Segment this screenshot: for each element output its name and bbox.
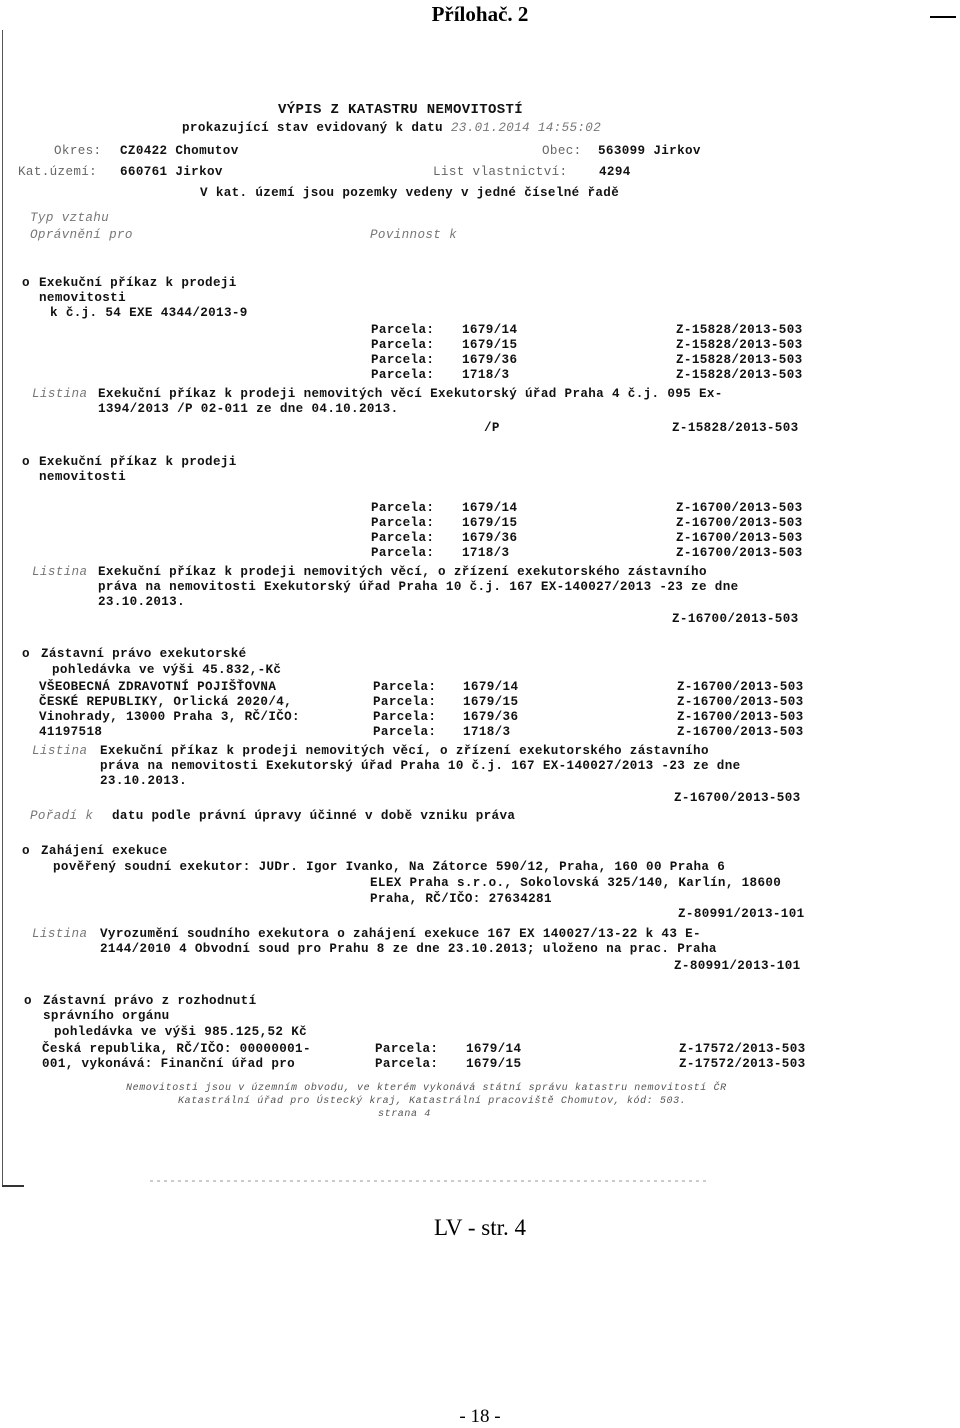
lv-label: List vlastnictví: — [433, 165, 568, 179]
s5-r1-ref: Z-17572/2013-503 — [679, 1057, 806, 1071]
s2-r0-label: Parcela: — [371, 501, 435, 515]
s1-listina-1: Exekuční příkaz k prodeji nemovitých věcí Exekutorský úřad Praha 4 č.j. 095 Ex- — [98, 387, 723, 401]
s3-r2-label: Parcela: — [373, 710, 437, 724]
katuz-value: 660761 Jirkov — [120, 165, 223, 179]
s2-r3-label: Parcela: — [371, 546, 435, 560]
s1-cj: k č.j. 54 EXE 4344/2013-9 — [50, 306, 248, 320]
s4-line-3: Praha, RČ/IČO: 27634281 — [370, 892, 552, 906]
s5-title-2: správního orgánu — [43, 1009, 170, 1023]
s2-r1-parcel: 1679/15 — [462, 516, 518, 530]
s5-bullet: o — [24, 994, 32, 1008]
s1-title-2: nemovitosti — [39, 291, 126, 305]
s3-listina-label: Listina — [32, 744, 88, 758]
s3-listina-3: 23.10.2013. — [100, 774, 187, 788]
s3-r1-parcel: 1679/15 — [463, 695, 519, 709]
scan-bottom-noise — [150, 1180, 710, 1182]
s1-r1-ref: Z-15828/2013-503 — [676, 338, 803, 352]
s3-r3-parcel: 1718/3 — [463, 725, 511, 739]
s3-ref-after: Z-16700/2013-503 — [674, 791, 801, 805]
s5-r0-label: Parcela: — [375, 1042, 439, 1056]
s2-r0-parcel: 1679/14 — [462, 501, 518, 515]
s2-listina-3: 23.10.2013. — [98, 595, 185, 609]
s2-r2-label: Parcela: — [371, 531, 435, 545]
doc-footer-1: Nemovitosti jsou v územním obvodu, ve kterém vykonává státní správu katastru nemovitostí ČR — [126, 1083, 727, 1094]
okres-value: CZ0422 Chomutov — [120, 144, 239, 158]
s3-bullet: o — [22, 647, 30, 661]
okres-label: Okres: — [54, 144, 102, 158]
opravneni-label: Oprávnění pro — [30, 228, 133, 242]
obec-label: Obec: — [542, 144, 582, 158]
s4-line-1: pověřený soudní exekutor: JUDr. Igor Ivanko, Na Zátorce 590/12, Praha, 160 00 Praha 6 — [53, 860, 726, 874]
s1-r0-label: Parcela: — [371, 323, 435, 337]
s3-poradi-text: datu podle právní úpravy účinné v době vzniku práva — [112, 809, 516, 823]
attachment-title: Přílohač. 2 — [431, 2, 529, 26]
s2-r1-ref: Z-16700/2013-503 — [676, 516, 803, 530]
s5-r0-ref: Z-17572/2013-503 — [679, 1042, 806, 1056]
s3-owner-3: Vinohrady, 13000 Praha 3, RČ/IČO: — [39, 710, 300, 724]
s1-r2-parcel: 1679/36 — [462, 353, 518, 367]
s1-bullet: o — [22, 276, 30, 290]
s4-listina-2: 2144/2010 4 Obvodní soud pro Prahu 8 ze dne 23.10.2013; uloženo na prac. Praha — [100, 942, 717, 956]
s2-title-2: nemovitosti — [39, 470, 126, 484]
scan-bottom-edge — [2, 1185, 24, 1187]
s4-title-1: Zahájení exekuce — [41, 844, 168, 858]
scan-left-edge — [2, 30, 3, 1185]
s2-title-1: Exekuční příkaz k prodeji — [39, 455, 237, 469]
series-note: V kat. území jsou pozemky vedeny v jedné číselné řadě — [200, 186, 620, 200]
s3-r2-parcel: 1679/36 — [463, 710, 519, 724]
s4-ref-2: Z-80991/2013-101 — [674, 959, 801, 973]
katuz-label: Kat.území: — [18, 165, 98, 179]
s3-listina-2: práva na nemovitosti Exekutorský úřad Praha 10 č.j. 167 EX-140027/2013 -23 ze dne — [100, 759, 741, 773]
s2-r2-ref: Z-16700/2013-503 — [676, 531, 803, 545]
obec-value: 563099 Jirkov — [598, 144, 701, 158]
s2-r0-ref: Z-16700/2013-503 — [676, 501, 803, 515]
doc-subtitle: prokazující stav evidovaný k datu 23.01.2014 14:55:02 — [182, 121, 602, 135]
s1-r1-parcel: 1679/15 — [462, 338, 518, 352]
s3-r0-label: Parcela: — [373, 680, 437, 694]
doc-title: VÝPIS Z KATASTRU NEMOVITOSTÍ — [278, 102, 524, 118]
s4-bullet: o — [22, 844, 30, 858]
s2-r3-ref: Z-16700/2013-503 — [676, 546, 803, 560]
page-number: - 18 - — [459, 1406, 501, 1427]
s1-r3-ref: Z-15828/2013-503 — [676, 368, 803, 382]
s5-title-3: pohledávka ve výši 985.125,52 Kč — [54, 1025, 308, 1039]
s3-r1-ref: Z-16700/2013-503 — [677, 695, 804, 709]
s3-r0-ref: Z-16700/2013-503 — [677, 680, 804, 694]
s1-r3-label: Parcela: — [371, 368, 435, 382]
s2-listina-2: práva na nemovitosti Exekutorský úřad Praha 10 č.j. 167 EX-140027/2013 -23 ze dne — [98, 580, 739, 594]
s1-listina-label: Listina — [32, 387, 88, 401]
s2-ref-after: Z-16700/2013-503 — [672, 612, 799, 626]
doc-footer-2: Katastrální úřad pro Ústecký kraj, Katastrální pracoviště Chomutov, kód: 503. — [178, 1096, 687, 1107]
s5-owner-1: Česká republika, RČ/IČO: 00000001- — [42, 1042, 311, 1056]
page-footer-label: LV - str. 4 — [433, 1215, 527, 1240]
s1-r0-ref: Z-15828/2013-503 — [676, 323, 803, 337]
s1-r0-parcel: 1679/14 — [462, 323, 518, 337]
s1-r3-parcel: 1718/3 — [462, 368, 510, 382]
s3-owner-1: VŠEOBECNÁ ZDRAVOTNÍ POJIŠŤOVNA — [39, 680, 277, 694]
s3-r0-parcel: 1679/14 — [463, 680, 519, 694]
scanned-document — [2, 32, 956, 1188]
s2-listina-label: Listina — [32, 565, 88, 579]
s2-r2-parcel: 1679/36 — [462, 531, 518, 545]
s3-r1-label: Parcela: — [373, 695, 437, 709]
s5-r1-parcel: 1679/15 — [466, 1057, 522, 1071]
s4-listina-1: Vyrozumění soudního exekutora o zahájení exekuce 167 EX 140027/13-22 k 43 E- — [100, 927, 701, 941]
s5-title-1: Zástavní právo z rozhodnutí — [43, 994, 257, 1008]
s1-r2-label: Parcela: — [371, 353, 435, 367]
s3-title-1: Zástavní právo exekutorské — [41, 647, 247, 661]
s4-listina-label: Listina — [32, 927, 88, 941]
s3-r3-label: Parcela: — [373, 725, 437, 739]
doc-footer-3: strana 4 — [378, 1109, 431, 1120]
s5-r1-label: Parcela: — [375, 1057, 439, 1071]
s2-r1-label: Parcela: — [371, 516, 435, 530]
s4-ref-1: Z-80991/2013-101 — [678, 907, 805, 921]
s3-listina-1: Exekuční příkaz k prodeji nemovitých věcí, o zřízení exekutorského zástavního — [100, 744, 709, 758]
s3-r3-ref: Z-16700/2013-503 — [677, 725, 804, 739]
s3-poradi-label: Pořadí k — [30, 809, 94, 823]
s1-p-ref: Z-15828/2013-503 — [672, 421, 799, 435]
header-dash — [930, 16, 956, 18]
s2-listina-1: Exekuční příkaz k prodeji nemovitých věcí, o zřízení exekutorského zástavního — [98, 565, 707, 579]
s3-owner-4: 41197518 — [39, 725, 103, 739]
s2-r3-parcel: 1718/3 — [462, 546, 510, 560]
s3-owner-2: ČESKÉ REPUBLIKY, Orlická 2020/4, — [39, 695, 293, 709]
s1-r1-label: Parcela: — [371, 338, 435, 352]
s4-line-2: ELEX Praha s.r.o., Sokolovská 325/140, Karlín, 18600 — [370, 876, 782, 890]
s3-r2-ref: Z-16700/2013-503 — [677, 710, 804, 724]
s5-r0-parcel: 1679/14 — [466, 1042, 522, 1056]
s1-r2-ref: Z-15828/2013-503 — [676, 353, 803, 367]
s2-bullet: o — [22, 455, 30, 469]
s1-p-label: /P — [484, 421, 500, 435]
s1-title-1: Exekuční příkaz k prodeji — [39, 276, 237, 290]
lv-value: 4294 — [599, 165, 631, 179]
s1-listina-2: 1394/2013 /P 02-011 ze dne 04.10.2013. — [98, 402, 399, 416]
s3-title-2: pohledávka ve výši 45.832,-Kč — [52, 663, 282, 677]
typ-vztahu-label: Typ vztahu — [30, 211, 110, 225]
povinnost-label: Povinnost k — [370, 228, 457, 242]
s5-owner-2: 001, vykonává: Finanční úřad pro — [42, 1057, 296, 1071]
